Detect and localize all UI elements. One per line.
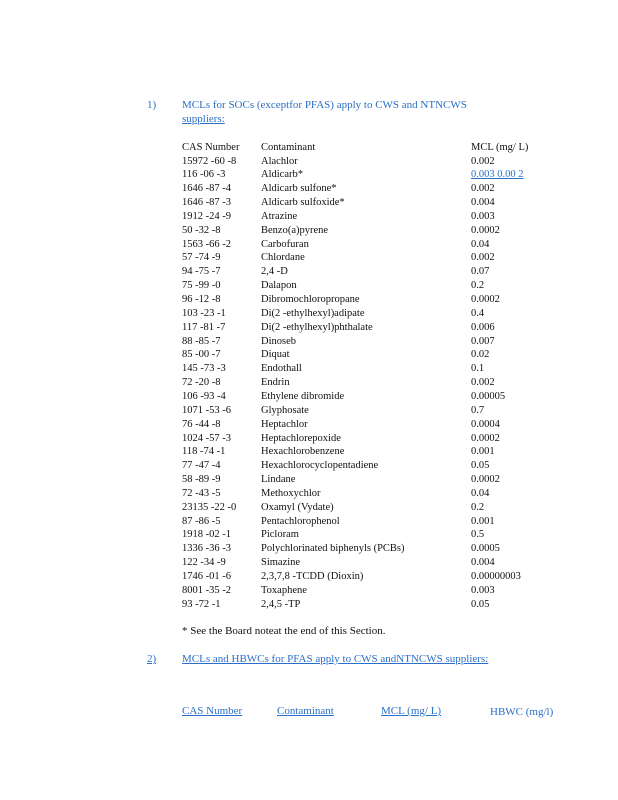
cas-number-cell: 1071 -53 -6 [182, 404, 231, 416]
cas-number-cell: 75 -99 -0 [182, 280, 221, 292]
contaminant-cell: Benzo(a)pyrene [261, 224, 329, 236]
cas-number-cell: 1336 -36 -3 [182, 543, 231, 555]
table-row [0, 168, 618, 182]
table-row [0, 348, 618, 362]
table-row [0, 307, 618, 321]
cas-number-cell: 76 -44 -8 [182, 418, 221, 430]
section-2-hbwc-header: HBWC (mg/l) [490, 706, 554, 718]
cas-number-cell: 1563 -66 -2 [182, 238, 231, 250]
table-row [0, 542, 618, 556]
mcl-cell: 0.02 [471, 349, 490, 361]
mcl-cell: 0.04 [471, 487, 490, 499]
cas-number-cell: 1646 -87 -3 [182, 197, 231, 209]
cas-number-cell: 106 -93 -4 [182, 390, 226, 402]
cas-number-cell: 145 -73 -3 [182, 363, 226, 375]
mcl-cell: 0.002 [471, 155, 495, 167]
mcl-header: MCL (mg/ L) [471, 142, 529, 153]
table-row [0, 487, 618, 501]
contaminant-cell: Aldicarb sulfoxide* [261, 197, 345, 209]
contaminant-cell: Endothall [261, 363, 302, 375]
table-row [0, 418, 618, 432]
table-row [0, 251, 618, 265]
table-row [0, 224, 618, 238]
table-row [0, 570, 618, 584]
mcl-cell: 0.007 [471, 335, 495, 347]
table-row [0, 155, 618, 169]
contaminant-cell: Aldicarb sulfone* [261, 183, 337, 195]
cas-number-cell: 1918 -02 -1 [182, 529, 231, 541]
table-row [0, 598, 618, 612]
table-row [0, 293, 618, 307]
table-row [0, 528, 618, 542]
contaminant-cell: Simazine [261, 557, 301, 569]
cas-number-cell: 1024 -57 -3 [182, 432, 231, 444]
cas-number-cell: 116 -06 -3 [182, 169, 226, 181]
cas-number-cell: 85 -00 -7 [182, 349, 221, 361]
table-row [0, 459, 618, 473]
contaminant-cell: Dalapon [261, 280, 297, 292]
mcl-cell: 0.07 [471, 266, 490, 278]
mcl-cell: 0.05 [471, 598, 490, 610]
mcl-cell: 0.0004 [471, 418, 500, 430]
cas-number-cell: 23135 -22 -0 [182, 501, 237, 513]
contaminant-cell: Carbofuran [261, 238, 309, 250]
table-row [0, 238, 618, 252]
contaminant-cell: Polychlorinated biphenyls (PCBs) [261, 543, 405, 555]
mcl-cell: 0.5 [471, 529, 485, 541]
table-row [0, 445, 618, 459]
mcl-cell: 0.002 [471, 377, 495, 389]
contaminant-cell: Toxaphene [261, 584, 307, 596]
mcl-cell: 0.003 [471, 210, 495, 222]
cas-number-cell: 1912 -24 -9 [182, 210, 231, 222]
cas-number-cell: 1746 -01 -6 [182, 571, 231, 582]
cas-number-cell: 117 -81 -7 [182, 321, 226, 333]
mcl-cell: 0.002 [471, 252, 495, 264]
table-row [0, 556, 618, 570]
contaminant-cell: Lindane [261, 474, 296, 486]
section-2-mcl-header: MCL (mg/ L) [381, 705, 442, 717]
table-row [0, 362, 618, 376]
contaminant-cell: Endrin [261, 377, 290, 389]
section-2-number: 2) [147, 653, 157, 665]
mcl-cell: 0.003 [471, 584, 495, 596]
contaminant-header: Contaminant [261, 142, 316, 153]
contaminant-cell: Aldicarb* [261, 169, 303, 181]
table-row [0, 584, 618, 598]
contaminant-cell: 2,4 -D [261, 266, 288, 278]
table-row [0, 265, 618, 279]
cas-number-cell: 103 -23 -1 [182, 307, 226, 319]
mcl-cell: 0.001 [471, 515, 495, 527]
contaminant-cell: 2,3,7,8 -TCDD (Dioxin) [261, 571, 364, 582]
table-row [0, 210, 618, 224]
table-row [0, 376, 618, 390]
contaminant-cell: 2,4,5 -TP [261, 598, 301, 610]
mcl-cell: 0.0002 [471, 432, 500, 444]
contaminant-cell: Pentachlorophenol [261, 515, 340, 527]
table-row [0, 473, 618, 487]
contaminant-cell: Diquat [261, 349, 290, 361]
mcl-cell: 0.1 [471, 363, 485, 375]
contaminant-cell: Ethylene dibromide [261, 390, 345, 402]
contaminant-cell: Glyphosate [261, 404, 309, 416]
table-row [0, 404, 618, 418]
mcl-cell: 0.0002 [471, 294, 500, 305]
contaminant-cell: Chlordane [261, 252, 305, 264]
section-1-heading: MCLs for SOCs (exceptfor PFAS) apply to CWS and NTNCWS [182, 99, 467, 111]
table-row [0, 279, 618, 293]
mcl-cell: 0.0002 [471, 474, 500, 486]
table-header [0, 141, 618, 155]
mcl-cell: 0.04 [471, 238, 490, 250]
table-row [0, 390, 618, 404]
mcl-cell: 0.05 [471, 460, 490, 472]
cas-number-cell: 88 -85 -7 [182, 335, 221, 347]
mcl-cell: 0.0005 [471, 543, 500, 555]
section-2-cas-number-header: CAS Number [182, 705, 243, 717]
mcl-cell: 0.004 [471, 557, 495, 569]
mcl-cell: 0.00000003 [471, 571, 521, 582]
contaminant-cell: Picloram [261, 529, 299, 541]
contaminant-cell: Alachlor [261, 155, 298, 167]
mcl-cell: 0.001 [471, 446, 495, 458]
cas-number-cell: 72 -20 -8 [182, 377, 221, 389]
cas-number-header: CAS Number [182, 142, 240, 153]
mcl-cell: 0.2 [471, 501, 485, 513]
table-row [0, 335, 618, 349]
cas-number-cell: 118 -74 -1 [182, 446, 226, 458]
table-row [0, 196, 618, 210]
contaminant-cell: Dibromochloropropane [261, 294, 360, 305]
cas-number-cell: 94 -75 -7 [182, 266, 221, 278]
contaminant-cell: Hexachlorobenzene [261, 446, 345, 458]
section-2-heading: MCLs and HBWCs for PFAS apply to CWS andNTNCWS suppliers: [182, 653, 489, 665]
table-row [0, 501, 618, 515]
cas-number-cell: 87 -86 -5 [182, 515, 221, 527]
mcl-cell: 0.006 [471, 321, 495, 333]
section-1-number: 1) [147, 99, 157, 111]
table-row [0, 321, 618, 335]
contaminant-cell: Oxamyl (Vydate) [261, 501, 334, 513]
table-row [0, 432, 618, 446]
mcl-cell: 0.0002 [471, 224, 500, 236]
cas-number-cell: 15972 -60 -8 [182, 155, 237, 167]
contaminant-cell: Heptachlorepoxide [261, 432, 341, 444]
mcl-cell: 0.4 [471, 307, 485, 319]
contaminant-cell: Di(2 -ethylhexyl)phthalate [261, 321, 373, 333]
mcl-cell: 0.7 [471, 404, 485, 416]
table-row [0, 182, 618, 196]
contaminant-cell: Heptachlor [261, 418, 308, 430]
section-1-heading-continued: suppliers: [182, 113, 225, 125]
cas-number-cell: 58 -89 -9 [182, 474, 221, 486]
contaminant-cell: Dinoseb [261, 335, 296, 347]
cas-number-cell: 93 -72 -1 [182, 598, 221, 610]
contaminant-cell: Di(2 -ethylhexyl)adipate [261, 307, 365, 319]
cas-number-cell: 1646 -87 -4 [182, 183, 231, 195]
cas-number-cell: 50 -32 -8 [182, 224, 221, 236]
contaminant-cell: Atrazine [261, 210, 298, 222]
mcl-cell: 0.00005 [471, 390, 506, 402]
footnote: * See the Board noteat the end of this Section. [182, 625, 386, 637]
contaminant-cell: Methoxychlor [261, 487, 321, 499]
mcl-cell: 0.002 [471, 183, 495, 195]
table-row [0, 515, 618, 529]
cas-number-cell: 57 -74 -9 [182, 252, 221, 264]
mcl-cell: 0.004 [471, 197, 495, 209]
cas-number-cell: 96 -12 -8 [182, 294, 221, 305]
cas-number-cell: 122 -34 -9 [182, 557, 226, 569]
mcl-cell: 0.003 0.00 2 [471, 169, 524, 181]
cas-number-cell: 72 -43 -5 [182, 487, 221, 499]
contaminant-cell: Hexachlorocyclopentadiene [261, 460, 379, 472]
mcl-cell: 0.2 [471, 280, 485, 292]
section-2-contaminant-header: Contaminant [277, 705, 334, 717]
cas-number-cell: 8001 -35 -2 [182, 584, 231, 596]
cas-number-cell: 77 -47 -4 [182, 460, 221, 472]
